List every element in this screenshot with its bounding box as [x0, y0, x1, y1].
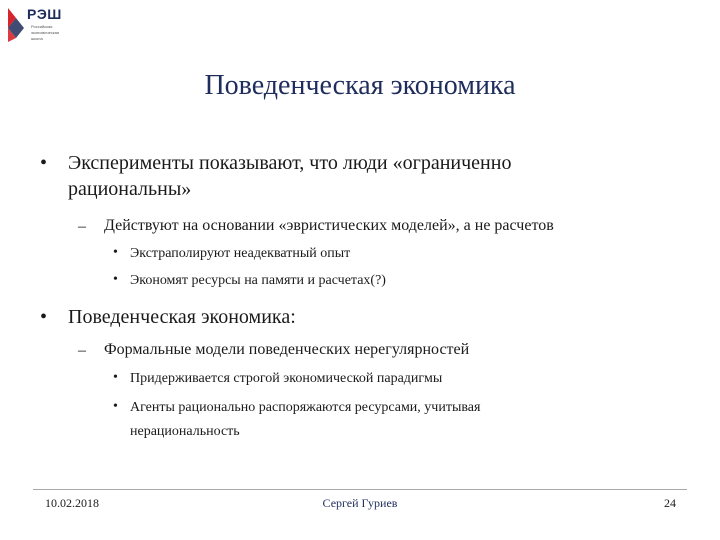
bullet-2-sub-text: Формальные модели поведенческих нерегулярностей: [104, 341, 470, 358]
bullet-1-sub-text: Действуют на основании «эвристических моделей», а не расчетов: [104, 217, 554, 234]
bullet-1-item-2: Экономят ресурсы на памяти и расчетах(?): [130, 273, 386, 288]
footer-page-number: 24: [664, 496, 676, 510]
bullet-2-item-1: Придерживается строгой экономической парадигмы: [130, 371, 443, 386]
bullet-1-item-1: Экстраполируют неадекватный опыт: [130, 246, 351, 261]
bullet-2-item-2-line-2: нерациональность: [130, 424, 240, 439]
logo-subtitle-line-3: школа: [31, 36, 43, 41]
sub-sub-bullet-marker: •: [113, 370, 118, 385]
logo-subtitle-line-1: Российская: [31, 24, 53, 29]
sub-bullet-marker: –: [78, 218, 86, 235]
sub-sub-bullet-marker: •: [113, 272, 118, 287]
nes-logo: [6, 4, 81, 44]
bullet-1-text-line-2: рациональны»: [68, 178, 192, 200]
sub-sub-bullet-marker: •: [113, 245, 118, 260]
footer-date: 10.02.2018: [45, 496, 99, 510]
logo-mark-icon: [6, 4, 28, 44]
bullet-2-text: Поведенческая экономика:: [68, 306, 296, 328]
slide-title: [0, 70, 720, 102]
slide-title-text: Поведенческая экономика: [204, 70, 516, 101]
bullet-marker: •: [40, 152, 48, 174]
logo-subtitle-line-2: экономическая: [31, 30, 60, 35]
bullet-marker: •: [40, 306, 48, 328]
sub-sub-bullet-marker: •: [113, 399, 118, 414]
footer-divider: [33, 489, 687, 490]
sub-bullet-marker: –: [78, 342, 86, 359]
footer-author: Сергей Гуриев: [322, 496, 398, 510]
bullet-1-text-line-1: Эксперименты показывают, что люди «ограниченно: [68, 152, 512, 174]
logo-text: РЭШ: [27, 6, 62, 22]
bullet-2-item-2-line-1: Агенты рационально распоряжаются ресурсами, учитывая: [130, 400, 481, 415]
footer-author-wrap: [0, 496, 720, 511]
